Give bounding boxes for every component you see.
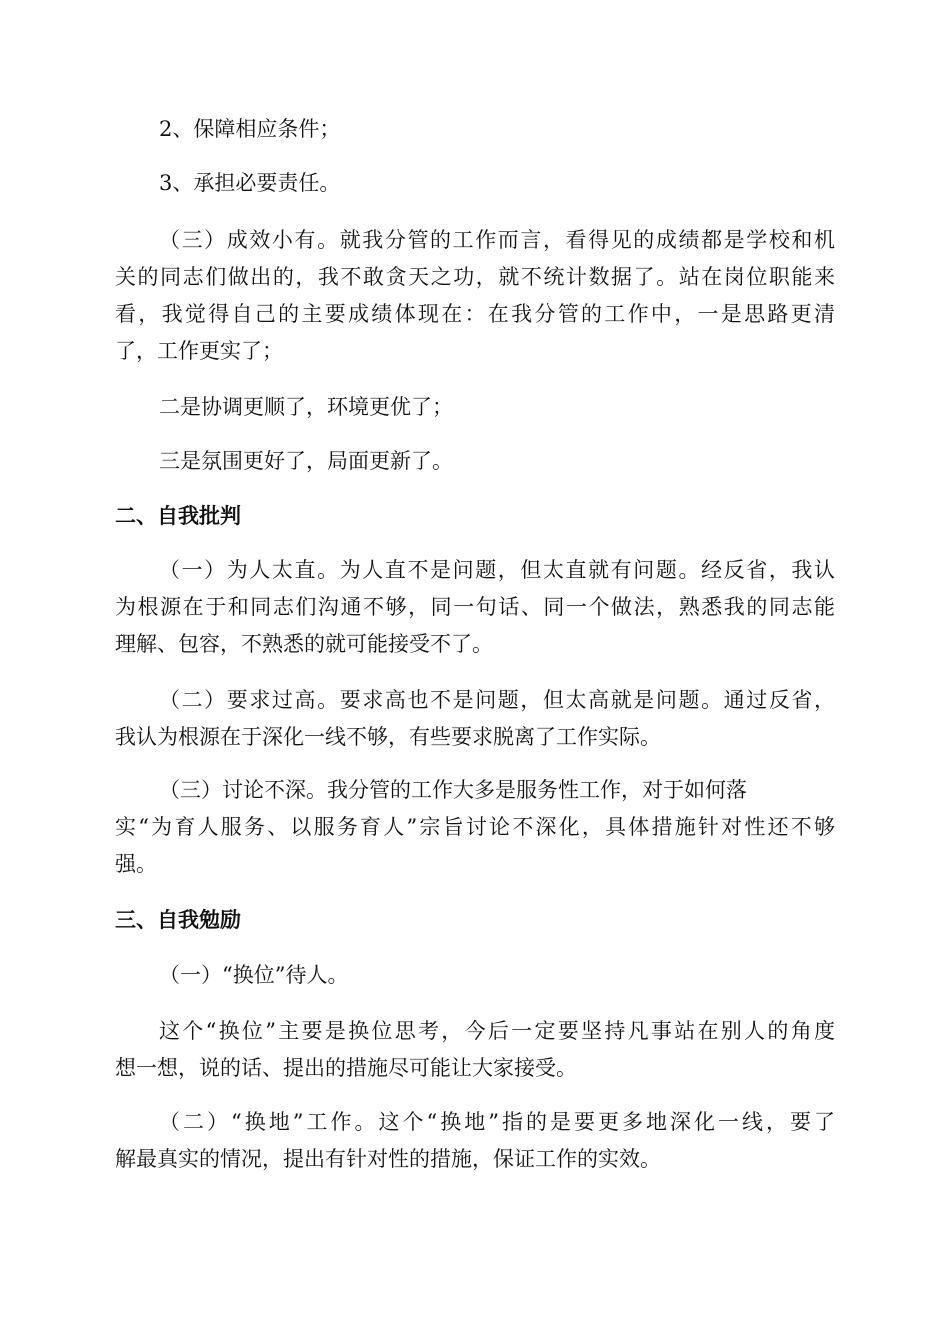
paragraph-coordination: [115, 389, 835, 426]
text-line: （一）“换位”待人。: [159, 963, 349, 987]
text-line: （一）为人太直。为人直不是问题，但太直就有问题。经反省，我认: [159, 558, 835, 582]
paragraph-item-2: [115, 111, 835, 148]
text-line: 我认为根源在于深化一线不够，有些要求脱离了工作实际。: [115, 725, 661, 749]
text-line: （三）讨论不深。我分管的工作大多是服务性工作，对于如何落: [159, 778, 747, 802]
text-line: 2、保障相应条件；: [159, 117, 341, 141]
paragraph-swap-place: [115, 1104, 835, 1178]
paragraph-high-demands: [115, 682, 835, 756]
text-line: 想一想，说的话、提出的措施尽可能让大家接受。: [115, 1056, 577, 1080]
text-line: 看，我觉得自己的主要成绩体现在：在我分管的工作中，一是思路更清: [115, 302, 835, 326]
text-line: 这个“换位”主要是换位思考，今后一定要坚持凡事站在别人的角度: [159, 1019, 835, 1043]
text-line: 了，工作更实了；: [115, 339, 283, 363]
text-line: 为根源在于和同志们沟通不够，同一句话、同一个做法，熟悉我的同志能: [115, 595, 835, 619]
text-line: 3、承担必要责任。: [159, 171, 341, 195]
paragraph-too-direct: [115, 552, 835, 663]
section-heading-self-criticism: 二、自我批判: [115, 504, 241, 528]
paragraph-swap-position-detail: [115, 1013, 835, 1087]
text-line: 二是协调更顺了，环境更优了；: [159, 395, 453, 419]
text-line: （三）成效小有。就我分管的工作而言，看得见的成绩都是学校和机: [159, 228, 835, 252]
text-line: 强。: [115, 852, 157, 876]
text-line: （二）要求过高。要求高也不是问题，但太高就是问题。通过反省，: [159, 688, 835, 712]
paragraph-atmosphere: [115, 443, 835, 480]
text-line: 关的同志们做出的，我不敢贪天之功，就不统计数据了。站在岗位职能来: [115, 265, 835, 289]
text-line: 三是氛围更好了，局面更新了。: [159, 449, 453, 473]
paragraph-swap-position: [115, 957, 835, 994]
text-line: 理解、包容，不熟悉的就可能接受不了。: [115, 632, 493, 656]
paragraph-shallow-discussion: [115, 772, 835, 883]
text-line: （二）“换地”工作。这个“换地”指的是要更多地深化一线，要了: [159, 1110, 835, 1134]
text-line: 实“为育人服务、以服务育人”宗旨讨论不深化，具体措施针对性还不够: [115, 815, 835, 839]
paragraph-item-3: [115, 165, 835, 202]
paragraph-achievements: [115, 222, 835, 370]
text-line: 解最真实的情况，提出有针对性的措施，保证工作的实效。: [115, 1147, 661, 1171]
section-heading-self-encouragement: 三、自我勉励: [115, 908, 241, 932]
